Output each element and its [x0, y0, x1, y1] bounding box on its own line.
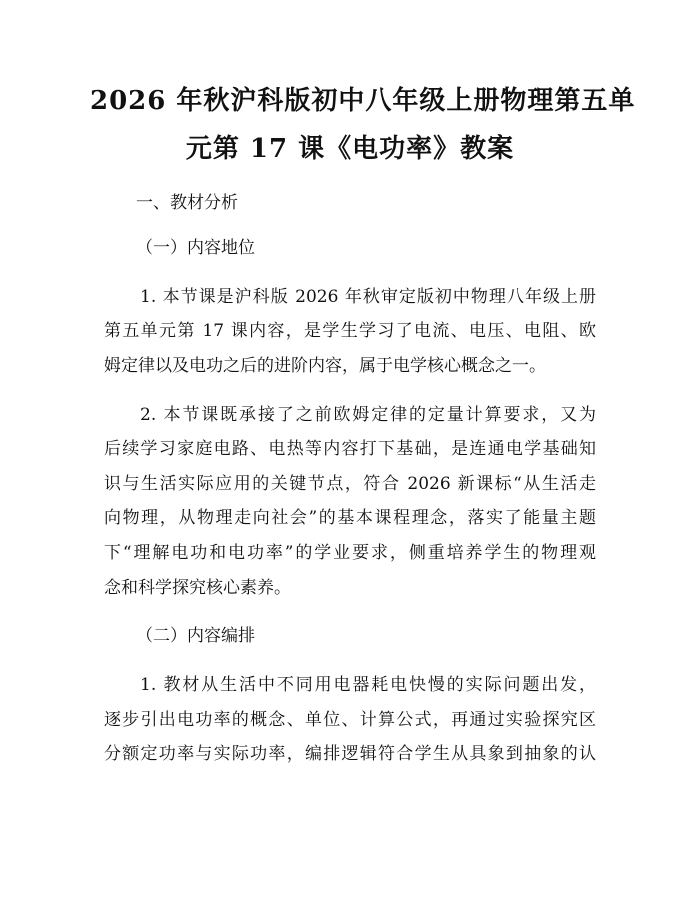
paragraph-2-line-4: 向物理，从物理走向社会”的基本课程理念，落实了能量主题	[104, 508, 596, 528]
document-title-line-1: 2026 年秋沪科版初中八年级上册物理第五单	[90, 86, 636, 116]
paragraph-3-line-1: 1. 教材从生活中不同用电器耗电快慢的实际问题出发，	[140, 675, 596, 695]
paragraph-2-line-5: 下“理解电功和电功率”的学业要求，侧重培养学生的物理观	[104, 543, 596, 563]
subsection-heading-content-position: （一）内容地位	[136, 238, 255, 258]
subsection-heading-content-arrangement: （二）内容编排	[136, 626, 255, 646]
paragraph-1-line-1: 1. 本节课是沪科版 2026 年秋审定版初中物理八年级上册	[140, 287, 596, 307]
document-title-line-2: 元第 17 课《电功率》教案	[185, 134, 515, 164]
section-heading-textbook-analysis: 一、教材分析	[136, 193, 238, 213]
paragraph-2-line-1: 2. 本节课既承接了之前欧姆定律的定量计算要求，又为	[140, 405, 596, 425]
paragraph-2-line-2: 后续学习家庭电路、电热等内容打下基础，是连通电学基础知	[104, 439, 596, 459]
paragraph-3-line-3: 分额定功率与实际功率，编排逻辑符合学生从具象到抽象的认	[104, 744, 596, 764]
paragraph-3-line-2: 逐步引出电功率的概念、单位、计算公式，再通过实验探究区	[104, 710, 596, 730]
paragraph-1-line-3: 姆定律以及电功之后的进阶内容，属于电学核心概念之一。	[104, 356, 546, 376]
paragraph-2-line-6: 念和科学探究核心素养。	[104, 578, 291, 598]
paragraph-1-line-2: 第五单元第 17 课内容，是学生学习了电流、电压、电阻、欧	[104, 321, 596, 341]
paragraph-2-line-3: 识与生活实际应用的关键节点，符合 2026 新课标“从生活走	[104, 474, 596, 494]
